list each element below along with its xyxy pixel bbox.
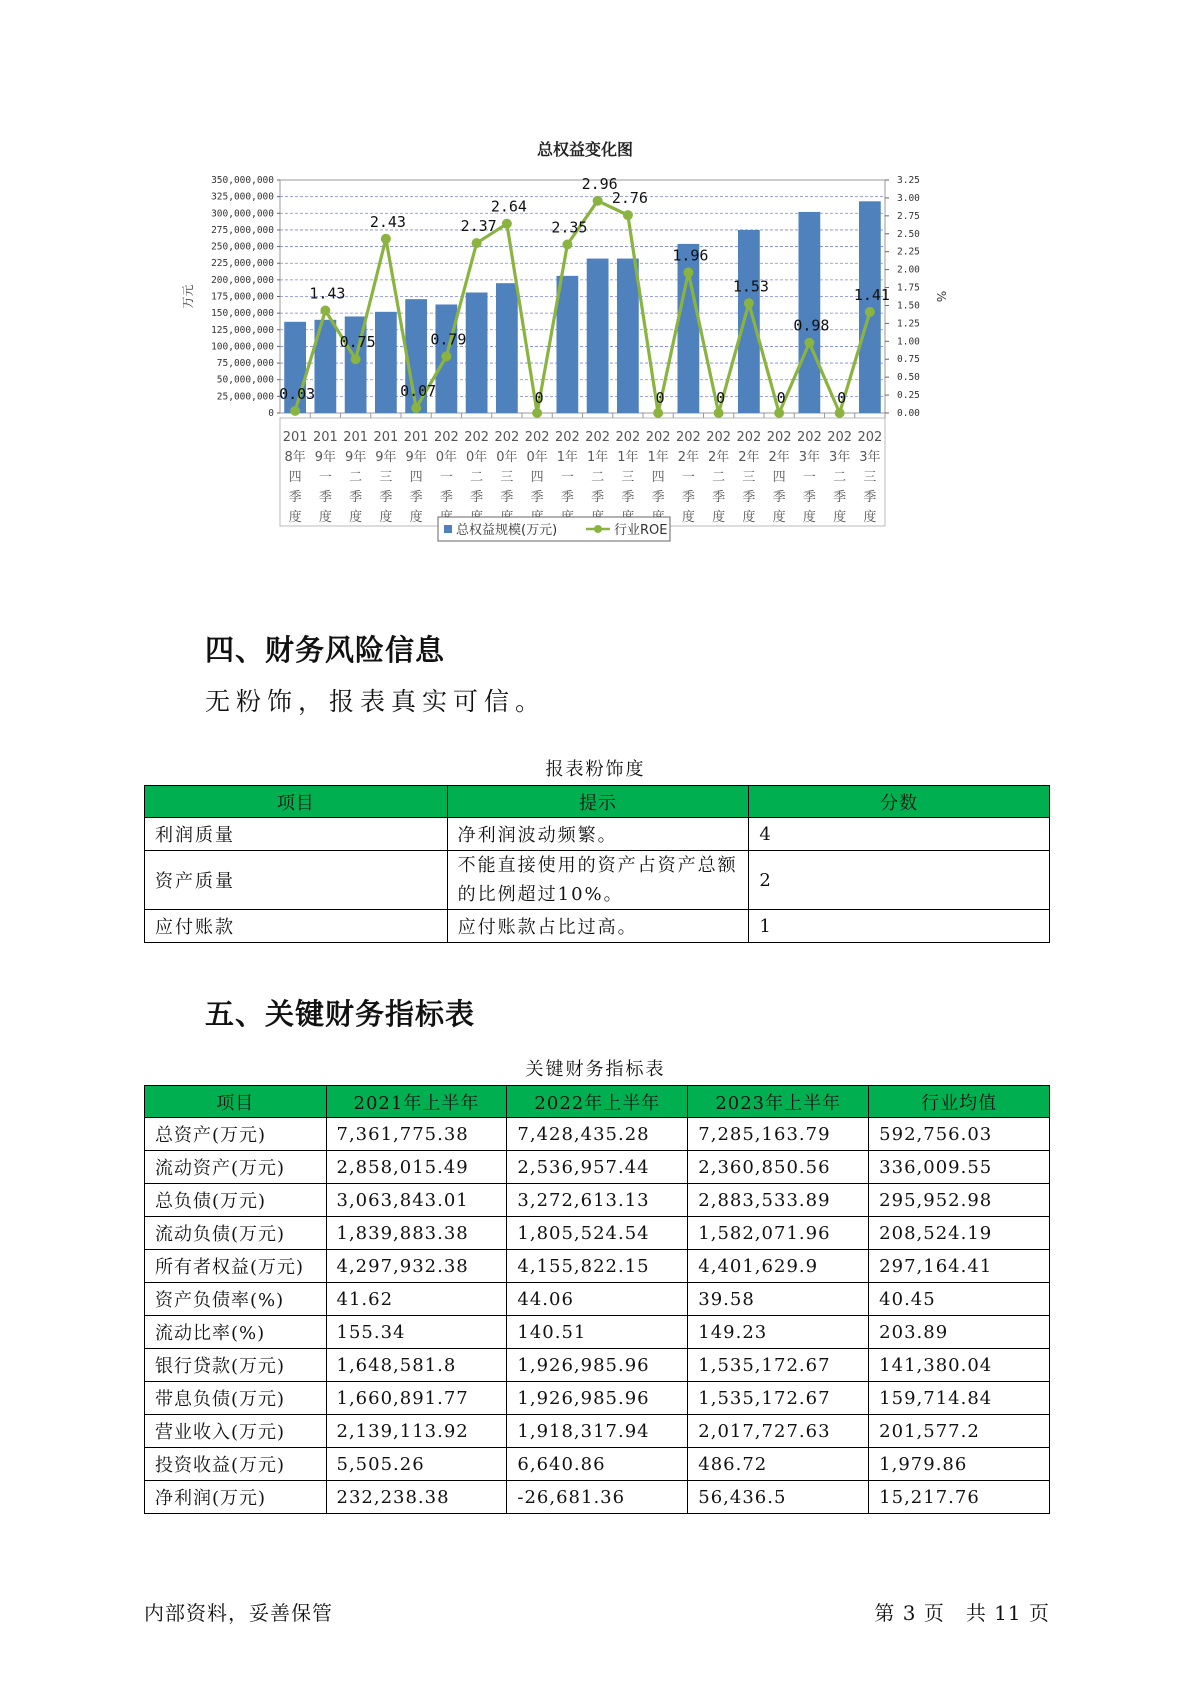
x-tick-label: 三 <box>621 470 635 485</box>
roe-point <box>381 234 391 244</box>
roe-point <box>532 408 542 418</box>
roe-point <box>472 238 482 248</box>
y-tick-label: 250,000,000 <box>211 241 274 253</box>
x-tick-label: 2年 <box>768 450 790 465</box>
x-tick-label: 0年 <box>526 450 548 465</box>
indicator-value: 1,582,071.96 <box>688 1217 869 1250</box>
table-row <box>145 851 1050 910</box>
y2-tick-label: 0.00 <box>897 408 920 419</box>
x-tick-label: 三 <box>500 470 514 485</box>
y2-tick-label: 1.00 <box>897 336 920 348</box>
section-5-title: 五、关键财务指标表 <box>205 997 476 1031</box>
x-label-frame <box>280 418 885 526</box>
x-tick-label: 季 <box>349 490 363 505</box>
indicator-value: 159,714.84 <box>869 1382 1050 1415</box>
table-row <box>145 1184 1050 1217</box>
roe-data-label: 0 <box>837 389 847 407</box>
table-row <box>145 1349 1050 1382</box>
roe-data-label: 2.96 <box>581 174 618 193</box>
indicator-value: 295,952.98 <box>869 1184 1050 1217</box>
chart-title: 总权益变化图 <box>536 140 634 159</box>
indicator-value: 40.45 <box>869 1283 1050 1316</box>
indicator-value: 4,401,629.9 <box>688 1250 869 1283</box>
x-tick-label: 季 <box>621 490 635 505</box>
x-tick-label: 季 <box>651 490 665 505</box>
indicator-value: 56,436.5 <box>688 1481 869 1514</box>
roe-point <box>744 298 754 308</box>
roe-point <box>653 408 663 418</box>
indicator-value: 1,660,891.77 <box>326 1382 507 1415</box>
x-tick-label: 季 <box>500 490 514 505</box>
x-tick-label: 一 <box>681 470 695 485</box>
x-tick-label: 1年 <box>586 450 609 465</box>
x-tick-label: 201 <box>343 430 369 445</box>
x-tick-label: 季 <box>772 490 786 505</box>
y2-tick-label: 1.25 <box>897 318 920 330</box>
y2-tick-label: 1.50 <box>897 300 920 312</box>
y-tick-label: 150,000,000 <box>211 308 274 320</box>
legend-line-label: 行业ROE <box>614 523 668 538</box>
x-tick-label: 201 <box>312 430 338 445</box>
indicator-value: 592,756.03 <box>869 1118 1050 1151</box>
y-tick-label: 350,000,000 <box>211 175 274 186</box>
financial-indicators-table <box>144 1085 1050 1514</box>
legend-bar-swatch <box>444 525 452 533</box>
x-tick-label: 度 <box>288 510 302 525</box>
y2-tick-label: 1.75 <box>897 282 920 294</box>
x-tick-label: 季 <box>591 490 605 505</box>
indicator-value: 2,536,957.44 <box>507 1151 688 1184</box>
x-tick-label: 0年 <box>496 450 518 465</box>
indicator-value: 1,918,317.94 <box>507 1415 688 1448</box>
table-row <box>145 1448 1050 1481</box>
fin-header-2021: 2021年上半年 <box>326 1086 507 1118</box>
fin-table-header <box>145 1086 1050 1118</box>
roe-data-label: 1.41 <box>853 285 890 304</box>
risk-score: 1 <box>749 910 1050 943</box>
indicator-name: 流动资产(万元) <box>145 1151 327 1184</box>
x-tick-label: 二 <box>833 470 847 485</box>
table-row <box>145 1481 1050 1514</box>
table-row <box>145 1151 1050 1184</box>
indicator-name: 总资产(万元) <box>145 1118 327 1151</box>
x-tick-label: 一 <box>560 470 574 485</box>
x-tick-label: 9年 <box>375 450 397 465</box>
indicator-name: 带息负债(万元) <box>145 1382 327 1415</box>
x-tick-label: 季 <box>833 490 847 505</box>
y-tick-label: 100,000,000 <box>211 341 274 353</box>
roe-point <box>562 240 572 250</box>
x-tick-label: 0年 <box>435 450 458 465</box>
indicator-value: 4,155,822.15 <box>507 1250 688 1283</box>
x-tick-label: 9年 <box>344 450 367 465</box>
x-tick-label: 0年 <box>465 450 488 465</box>
indicator-name: 流动负债(万元) <box>145 1217 327 1250</box>
x-tick-label: 202 <box>857 430 883 445</box>
indicator-value: 1,535,172.67 <box>688 1382 869 1415</box>
indicator-value: 44.06 <box>507 1283 688 1316</box>
roe-data-label: 0 <box>655 389 665 407</box>
bar <box>375 312 397 413</box>
indicator-name: 银行贷款(万元) <box>145 1349 327 1382</box>
indicator-value: 155.34 <box>326 1316 507 1349</box>
roe-point <box>320 305 330 315</box>
section-4-title: 四、财务风险信息 <box>205 633 446 667</box>
x-tick-label: 202 <box>524 430 550 445</box>
roe-point <box>290 406 300 416</box>
section-4-text: 无粉饰，报表真实可信。 <box>205 687 547 716</box>
roe-data-label: 0.75 <box>339 333 376 352</box>
x-tick-label: 202 <box>766 430 792 445</box>
risk-score: 4 <box>749 818 1050 851</box>
legend-line-marker <box>594 525 602 533</box>
x-tick-label: 202 <box>554 430 580 445</box>
roe-point <box>502 219 512 229</box>
y2-tick-label: 3.25 <box>897 175 920 186</box>
indicator-value: 1,926,985.96 <box>507 1349 688 1382</box>
roe-data-label: 2.76 <box>611 189 648 208</box>
risk-header-item: 项目 <box>145 786 448 818</box>
x-tick-label: 202 <box>675 430 701 445</box>
indicator-name: 流动比率(%) <box>145 1316 327 1349</box>
x-tick-label: 2年 <box>738 450 760 465</box>
roe-point <box>623 210 633 220</box>
bar <box>587 259 609 413</box>
bar <box>617 259 639 413</box>
indicator-value: 1,535,172.67 <box>688 1349 869 1382</box>
indicator-value: 3,272,613.13 <box>507 1184 688 1217</box>
y-tick-label: 75,000,000 <box>216 358 274 370</box>
bar <box>556 276 578 413</box>
risk-table-caption: 报表粉饰度 <box>545 759 646 780</box>
indicator-value: 39.58 <box>688 1283 869 1316</box>
y2-tick-label: 3.00 <box>897 192 920 204</box>
roe-point <box>714 408 724 418</box>
fin-table-caption: 关键财务指标表 <box>525 1059 666 1080</box>
x-tick-label: 8年 <box>284 450 306 465</box>
x-tick-label: 一 <box>802 470 816 485</box>
table-row <box>145 910 1050 943</box>
table-row <box>145 1118 1050 1151</box>
indicator-value: 1,839,883.38 <box>326 1217 507 1250</box>
indicator-value: 7,361,775.38 <box>326 1118 507 1151</box>
risk-hint: 应付账款占比过高。 <box>447 910 749 943</box>
y2-tick-label: 2.75 <box>897 210 920 222</box>
risk-item: 利润质量 <box>145 818 448 851</box>
x-tick-label: 二 <box>591 470 605 485</box>
indicator-value: 208,524.19 <box>869 1217 1050 1250</box>
indicator-value: 1,648,581.8 <box>326 1349 507 1382</box>
x-tick-label: 四 <box>651 470 665 485</box>
indicator-value: 5,505.26 <box>326 1448 507 1481</box>
risk-header-hint: 提示 <box>447 786 749 818</box>
risk-score: 2 <box>749 851 1050 910</box>
table-row <box>145 1250 1050 1283</box>
indicator-value: 3,063,843.01 <box>326 1184 507 1217</box>
x-tick-label: 季 <box>318 490 332 505</box>
risk-hint: 净利润波动频繁。 <box>447 818 749 851</box>
x-tick-label: 季 <box>712 490 726 505</box>
x-tick-label: 度 <box>833 510 847 525</box>
roe-data-label: 2.64 <box>490 197 527 216</box>
indicator-value: 7,285,163.79 <box>688 1118 869 1151</box>
table-row <box>145 1217 1050 1250</box>
equity-chart <box>180 135 1020 595</box>
indicator-value: 1,926,985.96 <box>507 1382 688 1415</box>
y-tick-label: 200,000,000 <box>211 274 274 286</box>
indicator-value: 336,009.55 <box>869 1151 1050 1184</box>
x-tick-label: 9年 <box>314 450 337 465</box>
indicator-name: 所有者权益(万元) <box>145 1250 327 1283</box>
x-tick-label: 202 <box>433 430 459 445</box>
indicator-name: 资产负债率(%) <box>145 1283 327 1316</box>
x-tick-label: 二 <box>470 470 484 485</box>
table-row <box>145 1316 1050 1349</box>
indicator-name: 投资收益(万元) <box>145 1448 327 1481</box>
x-tick-label: 二 <box>349 470 363 485</box>
roe-data-label: 0.79 <box>430 330 467 349</box>
x-tick-label: 201 <box>373 430 399 445</box>
y-tick-label: 125,000,000 <box>211 324 274 336</box>
x-tick-label: 202 <box>585 430 611 445</box>
x-tick-label: 1年 <box>647 450 669 465</box>
x-tick-label: 201 <box>282 430 308 445</box>
x-tick-label: 202 <box>645 430 671 445</box>
indicator-name: 营业收入(万元) <box>145 1415 327 1448</box>
x-tick-label: 季 <box>560 490 574 505</box>
x-tick-label: 度 <box>318 510 332 525</box>
x-tick-label: 三 <box>742 470 756 485</box>
y2-tick-label: 2.00 <box>897 264 920 276</box>
x-tick-label: 季 <box>379 490 393 505</box>
table-row <box>145 818 1050 851</box>
x-tick-label: 四 <box>530 470 544 485</box>
x-tick-label: 一 <box>318 470 332 485</box>
x-tick-label: 二 <box>712 470 726 485</box>
x-tick-label: 度 <box>802 510 816 525</box>
x-tick-label: 202 <box>706 430 732 445</box>
x-tick-label: 四 <box>288 470 302 485</box>
y-tick-label: 325,000,000 <box>211 191 274 203</box>
x-tick-label: 季 <box>681 490 695 505</box>
x-tick-label: 202 <box>796 430 822 445</box>
indicator-value: 203.89 <box>869 1316 1050 1349</box>
y2-tick-label: 2.50 <box>897 228 920 240</box>
x-tick-label: 2年 <box>677 450 700 465</box>
roe-data-label: 1.43 <box>309 284 346 303</box>
indicator-value: 232,238.38 <box>326 1481 507 1514</box>
indicator-value: 4,297,932.38 <box>326 1250 507 1283</box>
indicator-value: 2,139,113.92 <box>326 1415 507 1448</box>
roe-point <box>865 307 875 317</box>
bar <box>466 293 488 413</box>
roe-data-label: 0 <box>776 389 786 407</box>
x-tick-label: 三 <box>379 470 393 485</box>
y-tick-label: 300,000,000 <box>211 208 274 220</box>
roe-data-label: 1.96 <box>672 246 709 265</box>
fin-header-2023: 2023年上半年 <box>688 1086 869 1118</box>
x-tick-label: 季 <box>470 490 484 505</box>
x-tick-label: 度 <box>863 510 877 525</box>
indicator-value: -26,681.36 <box>507 1481 688 1514</box>
x-tick-label: 3年 <box>798 450 821 465</box>
x-tick-label: 季 <box>530 490 544 505</box>
x-tick-label: 201 <box>403 430 429 445</box>
indicator-value: 2,883,533.89 <box>688 1184 869 1217</box>
y2-axis-label: % <box>934 290 948 303</box>
roe-point <box>804 338 814 348</box>
bar <box>798 212 820 413</box>
y-tick-label: 175,000,000 <box>211 291 274 303</box>
y-tick-label: 275,000,000 <box>211 224 274 236</box>
x-tick-label: 202 <box>736 430 762 445</box>
indicator-value: 140.51 <box>507 1316 688 1349</box>
table-row <box>145 1283 1050 1316</box>
fin-header-industry: 行业均值 <box>869 1086 1050 1118</box>
x-tick-label: 四 <box>409 470 423 485</box>
x-tick-label: 度 <box>409 510 423 525</box>
x-tick-label: 度 <box>681 510 695 525</box>
footer-note: 内部资料，妥善保管 <box>144 1601 333 1625</box>
x-tick-label: 3年 <box>859 450 881 465</box>
x-tick-label: 度 <box>379 510 393 525</box>
indicator-name: 总负债(万元) <box>145 1184 327 1217</box>
indicator-value: 141,380.04 <box>869 1349 1050 1382</box>
indicator-value: 149.23 <box>688 1316 869 1349</box>
risk-table <box>144 785 1050 943</box>
x-tick-label: 度 <box>742 510 756 525</box>
x-tick-label: 季 <box>742 490 756 505</box>
indicator-value: 2,360,850.56 <box>688 1151 869 1184</box>
indicator-value: 41.62 <box>326 1283 507 1316</box>
x-tick-label: 202 <box>494 430 520 445</box>
x-tick-label: 季 <box>439 490 453 505</box>
roe-point <box>774 408 784 418</box>
roe-data-label: 0.98 <box>793 316 830 335</box>
roe-data-label: 2.43 <box>369 212 406 231</box>
bar <box>738 230 760 413</box>
x-tick-label: 一 <box>439 470 453 485</box>
x-tick-label: 度 <box>349 510 363 525</box>
y2-tick-label: 2.25 <box>897 246 920 258</box>
x-tick-label: 度 <box>772 510 786 525</box>
y-axis-label: 万元 <box>181 284 195 309</box>
y-tick-label: 50,000,000 <box>216 374 274 386</box>
roe-data-label: 2.35 <box>551 218 588 237</box>
indicator-value: 201,577.2 <box>869 1415 1050 1448</box>
x-tick-label: 度 <box>712 510 726 525</box>
indicator-name: 净利润(万元) <box>145 1481 327 1514</box>
x-tick-label: 1年 <box>617 450 639 465</box>
indicator-value: 486.72 <box>688 1448 869 1481</box>
x-tick-label: 202 <box>827 430 853 445</box>
table-row <box>145 1415 1050 1448</box>
x-tick-label: 季 <box>863 490 877 505</box>
x-tick-label: 202 <box>615 430 641 445</box>
y2-tick-label: 0.25 <box>897 390 920 402</box>
table-row <box>145 1382 1050 1415</box>
indicator-value: 7,428,435.28 <box>507 1118 688 1151</box>
x-tick-label: 四 <box>772 470 786 485</box>
x-tick-label: 2年 <box>707 450 730 465</box>
roe-point <box>351 354 361 364</box>
roe-point <box>835 408 845 418</box>
roe-data-label: 0.03 <box>279 384 316 403</box>
fin-header-2022: 2022年上半年 <box>507 1086 688 1118</box>
indicator-value: 6,640.86 <box>507 1448 688 1481</box>
x-tick-label: 季 <box>802 490 816 505</box>
roe-data-label: 0 <box>534 389 544 407</box>
roe-point <box>593 196 603 206</box>
risk-hint: 不能直接使用的资产占资产总额的比例超过10%。 <box>447 851 749 910</box>
y-tick-label: 0 <box>268 408 274 419</box>
legend-bar-label: 总权益规模(万元) <box>456 523 558 538</box>
indicator-value: 1,979.86 <box>869 1448 1050 1481</box>
roe-data-label: 2.37 <box>460 217 497 236</box>
x-tick-label: 季 <box>288 490 302 505</box>
risk-item: 资产质量 <box>145 851 448 910</box>
roe-data-label: 1.53 <box>732 277 769 296</box>
x-tick-label: 1年 <box>556 450 579 465</box>
page-number: 第 3 页 共 11 页 <box>874 1601 1050 1625</box>
x-tick-label: 9年 <box>405 450 427 465</box>
risk-table-header <box>145 786 1050 818</box>
indicator-value: 1,805,524.54 <box>507 1217 688 1250</box>
equity-chart-svg <box>180 135 1020 595</box>
y2-tick-label: 0.50 <box>897 372 920 384</box>
risk-item: 应付账款 <box>145 910 448 943</box>
y-tick-label: 25,000,000 <box>216 391 274 403</box>
fin-header-item: 项目 <box>145 1086 327 1118</box>
risk-header-score: 分数 <box>749 786 1050 818</box>
x-tick-label: 3年 <box>828 450 851 465</box>
indicator-value: 15,217.76 <box>869 1481 1050 1514</box>
indicator-value: 2,858,015.49 <box>326 1151 507 1184</box>
indicator-value: 2,017,727.63 <box>688 1415 869 1448</box>
x-tick-label: 季 <box>409 490 423 505</box>
roe-point <box>411 403 421 413</box>
roe-data-label: 0.07 <box>400 381 437 400</box>
roe-point <box>441 351 451 361</box>
y2-tick-label: 0.75 <box>897 354 920 366</box>
x-tick-label: 三 <box>863 470 877 485</box>
roe-data-label: 0 <box>716 389 726 407</box>
indicator-value: 297,164.41 <box>869 1250 1050 1283</box>
bar <box>496 283 518 413</box>
x-tick-label: 202 <box>464 430 490 445</box>
roe-point <box>683 267 693 277</box>
y-tick-label: 225,000,000 <box>211 258 274 270</box>
